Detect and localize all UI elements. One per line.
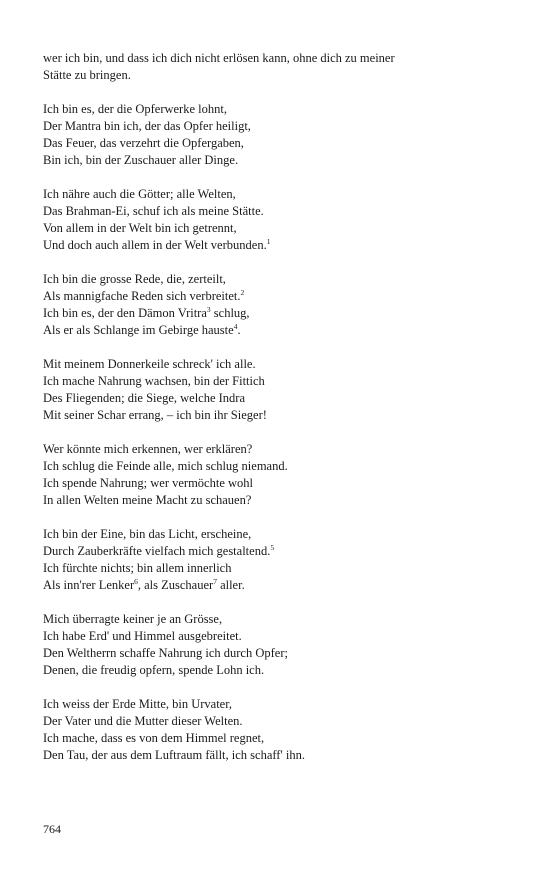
prose-continuation bbox=[43, 50, 513, 84]
verse-line: Ich mache Nahrung wachsen, bin der Fittich bbox=[43, 374, 265, 388]
verse-line bbox=[43, 577, 513, 594]
verse-text: Als mannigfache Reden sich verbreitet. bbox=[43, 289, 241, 303]
stanza bbox=[43, 611, 513, 679]
verse-line bbox=[43, 237, 513, 254]
verse-line: Mich überragte keiner je an Grösse, bbox=[43, 612, 223, 626]
stanza bbox=[43, 101, 513, 169]
stanza bbox=[43, 186, 513, 254]
text-line: wer ich bin, und dass ich dich nicht erlösen kann, ohne dich zu meiner bbox=[43, 51, 395, 65]
footnote-marker[interactable]: 3 bbox=[206, 305, 211, 314]
verse-line bbox=[43, 322, 513, 339]
verse-line: In allen Welten meine Macht zu schauen? bbox=[43, 493, 252, 507]
verse-line: Ich schlug die Feinde alle, mich schlug niemand. bbox=[43, 459, 288, 473]
stanza bbox=[43, 526, 513, 594]
verse-line: Ich bin es, der die Opferwerke lohnt, bbox=[43, 102, 227, 116]
stanza bbox=[43, 696, 513, 764]
verse-line: Den Weltherrn schaffe Nahrung ich durch Opfer; bbox=[43, 646, 288, 660]
verse-line: Ich fürchte nichts; bin allem innerlich bbox=[43, 561, 232, 575]
verse-text: aller. bbox=[216, 578, 245, 592]
verse-line: Das Brahman-Ei, schuf ich als meine Stätte. bbox=[43, 204, 264, 218]
verse-text: Als er als Schlange im Gebirge hauste bbox=[43, 323, 234, 337]
text-block bbox=[43, 50, 513, 781]
verse-text: Ich bin es, der den Dämon Vritra bbox=[43, 306, 207, 320]
verse-line: Mit seiner Schar errang, – ich bin ihr Sieger! bbox=[43, 408, 267, 422]
verse-line: Ich bin der Eine, bin das Licht, erscheine, bbox=[43, 527, 252, 541]
verse-line: Bin ich, bin der Zuschauer aller Dinge. bbox=[43, 153, 239, 167]
footnote-marker[interactable]: 2 bbox=[240, 288, 245, 297]
stanza bbox=[43, 356, 513, 424]
verse-line: Der Vater und die Mutter dieser Welten. bbox=[43, 714, 243, 728]
verse-line: Des Fliegenden; die Siege, welche Indra bbox=[43, 391, 246, 405]
verse-text: Und doch auch allem in der Welt verbunden. bbox=[43, 238, 267, 252]
verse-text: , als Zuschauer bbox=[137, 578, 214, 592]
verse-line: Wer könnte mich erkennen, wer erklären? bbox=[43, 442, 253, 456]
verse-line: Ich nähre auch die Götter; alle Welten, bbox=[43, 187, 236, 201]
verse-line: Ich habe Erd' und Himmel ausgebreitet. bbox=[43, 629, 242, 643]
verse-line: Denen, die freudig opfern, spende Lohn ich. bbox=[43, 663, 265, 677]
text-line: Stätte zu bringen. bbox=[43, 68, 131, 82]
verse-text: . bbox=[237, 323, 241, 337]
footnote-marker[interactable]: 4 bbox=[233, 322, 238, 331]
verse-text: Als inn'rer Lenker bbox=[43, 578, 135, 592]
verse-line: Der Mantra bin ich, der das Opfer heiligt, bbox=[43, 119, 251, 133]
verse-line bbox=[43, 288, 513, 305]
verse-line: Den Tau, der aus dem Luftraum fällt, ich schaff' ihn. bbox=[43, 748, 305, 762]
footnote-marker[interactable]: 5 bbox=[270, 543, 275, 552]
verse-line: Das Feuer, das verzehrt die Opfergaben, bbox=[43, 136, 244, 150]
stanza bbox=[43, 441, 513, 509]
verse-text: Durch Zauberkräfte vielfach mich gestaltend. bbox=[43, 544, 271, 558]
verse-line bbox=[43, 305, 513, 322]
verse-line: Ich mache, dass es von dem Himmel regnet, bbox=[43, 731, 265, 745]
verse-line: Mit meinem Donnerkeile schreck' ich alle. bbox=[43, 357, 256, 371]
verse-line bbox=[43, 543, 513, 560]
footnote-marker[interactable]: 6 bbox=[134, 577, 138, 586]
footnote-marker[interactable]: 7 bbox=[213, 577, 217, 586]
verse-text: schlug, bbox=[210, 306, 250, 320]
footnote-marker[interactable]: 1 bbox=[266, 237, 271, 246]
page-number: 764 bbox=[43, 822, 61, 836]
stanza bbox=[43, 271, 513, 339]
verse-line: Ich bin die grosse Rede, die, zerteilt, bbox=[43, 272, 226, 286]
verse-line: Ich weiss der Erde Mitte, bin Urvater, bbox=[43, 697, 233, 711]
verse-line: Ich spende Nahrung; wer vermöchte wohl bbox=[43, 476, 253, 490]
verse-line: Von allem in der Welt bin ich getrennt, bbox=[43, 221, 237, 235]
